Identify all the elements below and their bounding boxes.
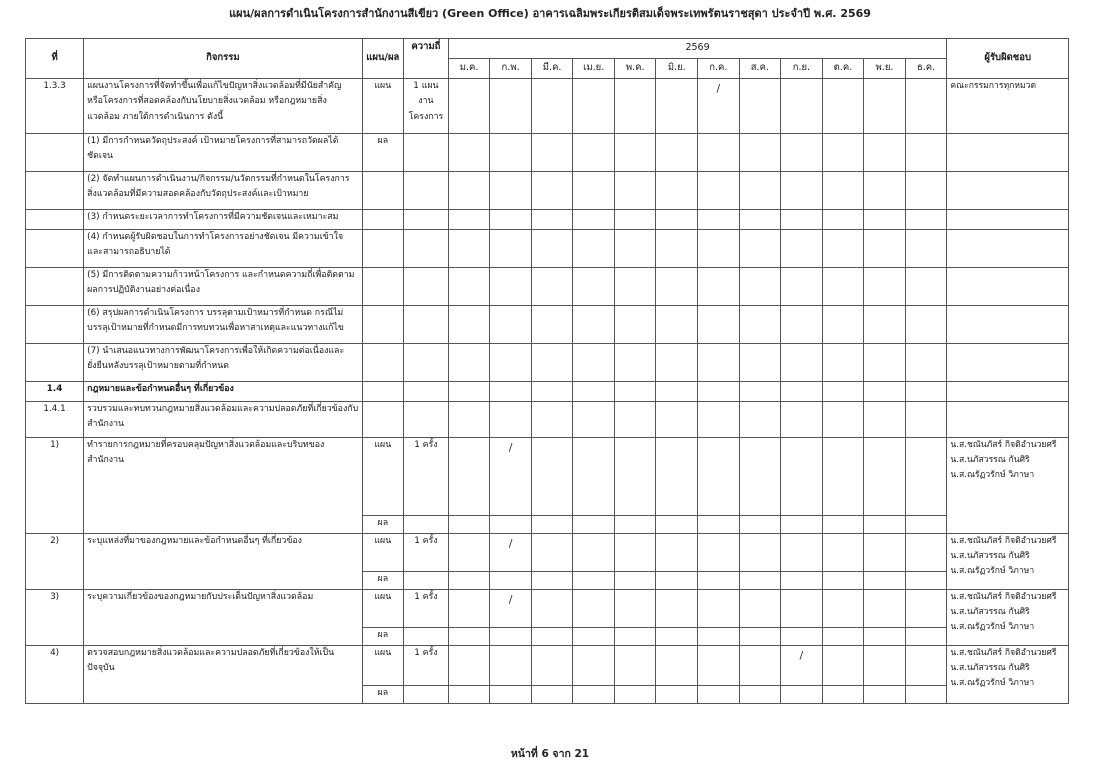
month-header: พ.ค.: [614, 59, 656, 79]
responsible-person: น.ส.ชณันภัสร์ กิจติอำนวยศรี น.ส.นภัสวรรณ กันศิริ น.ส.ณรัฏวรักษ์ วิภาษา: [947, 534, 1069, 590]
activity-text: (3) กำหนดระยะเวลาการทำโครงการที่มีความชัดเจนและเหมาะสม: [84, 210, 362, 230]
frequency: 1 ครั้ง: [404, 646, 449, 686]
row-number: 2): [26, 534, 84, 590]
table-row: [26, 172, 1069, 210]
activity-text: (4) กำหนดผู้รับผิดชอบในการทำโครงการอย่างชัดเจน มีความเข้าใจ และสามารถอธิบายได้: [84, 230, 362, 268]
table-row: [26, 402, 1069, 438]
table-row: [26, 134, 1069, 172]
header-activity: กิจกรรม: [84, 39, 362, 79]
month-header: ก.ค.: [698, 59, 740, 79]
month-header: เม.ย.: [573, 59, 615, 79]
plan-label: แผน: [362, 438, 404, 516]
row-number: 3): [26, 590, 84, 646]
table-row: [26, 438, 1069, 516]
header-frequency: ความถี่: [404, 39, 449, 79]
header-no: ที่: [26, 39, 84, 79]
responsible-person: น.ส.ชณันภัสร์ กิจติอำนวยศรี น.ส.นภัสวรรณ กันศิริ น.ส.ณรัฏวรักษ์ วิภาษา: [947, 438, 1069, 534]
table-row: [26, 210, 1069, 230]
activity-text: (2) จัดทำแผนการดำเนินงาน/กิจกรรม/นวัตกรรมที่กำหนดในโครงการสิ่งแวดล้อมที่มีความสอดคล้องกับวัตถุประสงค์และเป้าหมาย: [84, 172, 362, 210]
result-label: ผล: [362, 516, 404, 534]
month-header: ส.ค.: [739, 59, 781, 79]
plan-mark: /: [799, 649, 804, 662]
activity-text: ตรวจสอบกฎหมายสิ่งแวดล้อมและความปลอดภัยที่เกี่ยวข้องให้เป็นปัจจุบัน: [84, 646, 362, 704]
frequency: 1 ครั้ง: [404, 534, 449, 572]
header-responsible: ผู้รับผิดชอบ: [947, 39, 1069, 79]
row-number: 4): [26, 646, 84, 704]
table-row: [26, 344, 1069, 382]
month-header: มี.ค.: [531, 59, 573, 79]
month-header: ก.พ.: [490, 59, 532, 79]
responsible-person: น.ส.ชณันภัสร์ กิจติอำนวยศรี น.ส.นภัสวรรณ กันศิริ น.ส.ณรัฏวรักษ์ วิภาษา: [947, 646, 1069, 704]
activity-text: (1) มีการกำหนดวัตถุประสงค์ เป้าหมายโครงการที่สามารถวัดผลได้ชัดเจน: [84, 134, 362, 172]
activity-text: (5) มีการติดตามความก้าวหน้าโครงการ และกำหนดความถี่เพื่อติดตามผลการปฏิบัติงานอย่างต่อเนื่อง: [84, 268, 362, 306]
responsible-person: คณะกรรมการทุกหมวด: [947, 79, 1069, 134]
row-number: 1.3.3: [26, 79, 84, 134]
result-label: ผล: [362, 572, 404, 590]
table-row: [26, 382, 1069, 402]
row-number: 1.4: [26, 382, 84, 402]
month-header: ก.ย.: [781, 59, 823, 79]
activity-text: ทำรายการกฎหมายที่ครอบคลุมปัญหาสิ่งแวดล้อมและบริบทของสำนักงาน: [84, 438, 362, 534]
table-row: [26, 79, 1069, 134]
result-label: ผล: [362, 686, 404, 704]
page-number: หน้าที่ 6 จาก 21: [510, 748, 590, 760]
plan-mark: /: [508, 441, 513, 454]
table-row: [26, 230, 1069, 268]
frequency: 1 ครั้ง: [404, 590, 449, 628]
month-header: พ.ย.: [864, 59, 906, 79]
plan-mark: /: [508, 537, 513, 550]
table-row: [26, 268, 1069, 306]
header-type: แผน/ผล: [362, 39, 404, 79]
month-header: ต.ค.: [822, 59, 864, 79]
header-year: 2569: [448, 39, 947, 59]
plan-table: [25, 38, 1069, 704]
responsible-person: น.ส.ชณันภัสร์ กิจติอำนวยศรี น.ส.นภัสวรรณ กันศิริ น.ส.ณรัฏวรักษ์ วิภาษา: [947, 590, 1069, 646]
activity-text: ระบุความเกี่ยวข้องของกฎหมายกับประเด็นปัญหาสิ่งแวดล้อม: [84, 590, 362, 646]
activity-text: ระบุแหล่งที่มาของกฎหมายและข้อกำหนดอื่นๆ ที่เกี่ยวข้อง: [84, 534, 362, 590]
month-header: ม.ค.: [448, 59, 490, 79]
plan-label: แผน: [362, 590, 404, 628]
month-header: มิ.ย.: [656, 59, 698, 79]
activity-text: (7) นำเสนอแนวทางการพัฒนาโครงการเพื่อให้เกิดความต่อเนื่องและยั่งยืนหลังบรรลุเป้าหมายตามที่กำหนด: [84, 344, 362, 382]
row-number: 1): [26, 438, 84, 534]
plan-mark: /: [508, 593, 513, 606]
table-row: [26, 646, 1069, 686]
table-row: [26, 534, 1069, 572]
activity-text: รวบรวมและทบทวนกฎหมายสิ่งแวดล้อมและความปลอดภัยที่เกี่ยวข้องกับสำนักงาน: [84, 402, 362, 438]
result-label: ผล: [362, 134, 404, 172]
row-number: 1.4.1: [26, 402, 84, 438]
activity-text: แผนงานโครงการที่จัดทำขึ้นเพื่อแก้ไขปัญหาสิ่งแวดล้อมที่มีนัยสำคัญ หรือโครงการที่สอดคล้องกับนโยบายสิ่งแวดล้อม หรือกฎหมายสิ่งแวดล้อม ภายใต้การดำเนินการ ดังนี้: [84, 79, 362, 134]
table-row: [26, 306, 1069, 344]
frequency: 1 แผนงาน โครงการ: [404, 79, 449, 134]
plan-label: แผน: [362, 534, 404, 572]
table-row: [26, 590, 1069, 628]
result-label: ผล: [362, 628, 404, 646]
document-title: แผน/ผลการดำเนินโครงการสำนักงานสีเขียว (Green Office) อาคารเฉลิมพระเกียรติสมเด็จพระเทพรัตนราชสุดา ประจำปี พ.ศ. 2569: [229, 7, 871, 20]
plan-label: แผน: [362, 646, 404, 686]
section-heading: กฎหมายและข้อกำหนดอื่นๆ ที่เกี่ยวข้อง: [84, 382, 362, 402]
month-header: ธ.ค.: [905, 59, 947, 79]
plan-mark: /: [716, 82, 721, 95]
plan-label: แผน: [362, 79, 404, 134]
activity-text: (6) สรุปผลการดำเนินโครงการ บรรลุตามเป้าหมารที่กำหนด กรณีไม่บรรลุเป้าหมายที่กำหนดมีการทบทวนเพื่อหาสาเหตุและแนวทางแก้ไข: [84, 306, 362, 344]
frequency: 1 ครั้ง: [404, 438, 449, 516]
